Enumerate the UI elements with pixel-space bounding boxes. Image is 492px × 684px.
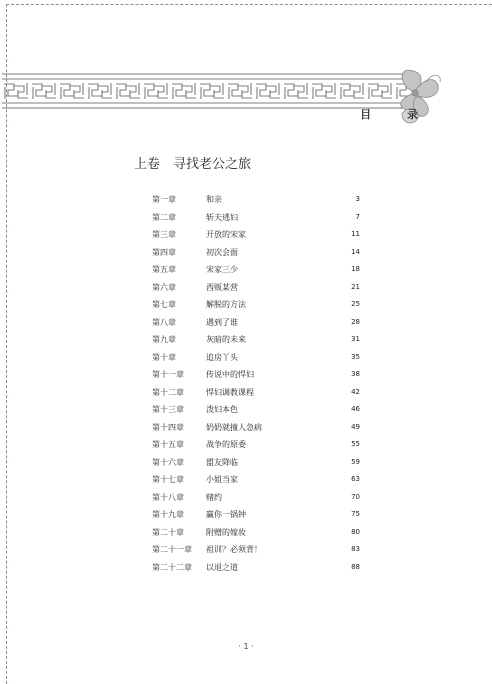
chapter-title: 解脱的方法 [206,300,246,309]
toc-row[interactable] [152,419,360,437]
toc-row[interactable] [152,191,360,209]
page-number: · 1 · [238,642,254,651]
chapter-title: 战争的原委 [206,440,246,449]
chapter-title: 悍妇调教课程 [206,387,254,397]
chapter-page: 11 [351,230,360,238]
chapter-number: 第三章 [152,230,176,239]
toc-row[interactable] [152,489,360,507]
chapter-page: 70 [351,492,360,501]
toc-row[interactable] [152,559,360,577]
toc-row[interactable] [152,244,360,262]
toc-row[interactable] [152,314,360,332]
toc-row[interactable] [152,436,360,454]
toc-row[interactable] [152,401,360,419]
chapter-title: 祖训？必须背！ [206,545,262,554]
toc-row[interactable] [152,454,360,472]
chapter-number: 第二十二章 [152,562,192,572]
chapter-title: 赢你一锅钟 [206,510,246,519]
toc-row[interactable] [152,261,360,279]
chapter-page: 21 [351,282,360,291]
chapter-title: 灰暗的未来 [206,335,246,344]
chapter-page: 59 [351,457,360,466]
toc-row[interactable] [152,296,360,314]
chapter-title: 斩夫逃妇 [206,212,238,222]
chapter-title: 奶奶就撞人急病 [206,422,262,432]
toc-row[interactable] [152,349,360,367]
toc-row[interactable] [152,541,360,559]
chapter-number: 第四章 [152,247,176,257]
chapter-number: 第十一章 [152,370,184,379]
chapter-page: 3 [355,195,360,203]
chapter-page: 46 [351,405,360,413]
chapter-page: 35 [351,352,360,361]
chapter-page: 42 [351,387,360,396]
chapter-number: 第十八章 [152,492,184,502]
chapter-number: 第五章 [152,265,176,274]
chapter-page: 7 [355,212,360,221]
toc-row[interactable] [152,279,360,297]
chapter-title: 遇到了谁 [206,317,238,327]
part-title: 上卷 寻找老公之旅 [134,157,252,172]
chapter-number: 第十四章 [152,422,184,432]
chapter-title: 传说中的悍妇 [206,370,254,379]
toc-row[interactable] [152,226,360,244]
chapter-number: 第二十章 [152,527,184,537]
toc-row[interactable] [152,471,360,489]
chapter-title: 附赠的嫁妆 [206,527,246,537]
chapter-page: 88 [351,562,360,571]
chapter-page: 28 [351,317,360,326]
chapter-page: 49 [351,422,360,431]
chapter-number: 第十章 [152,352,176,362]
chapter-title: 盟友降临 [206,457,238,467]
chapter-title: 以退之道 [206,562,238,572]
chapter-title: 泼妇本色 [206,405,238,414]
toc-heading: 目 录 [360,108,434,121]
toc-row[interactable] [152,506,360,524]
chapter-title: 初次会面 [206,247,238,257]
chapter-page: 75 [351,510,360,518]
chapter-number: 第六章 [152,282,176,292]
chapter-title: 开放的宋家 [206,230,246,239]
chapter-title: 宋家三少 [206,265,238,274]
chapter-number: 第七章 [152,300,176,309]
toc-row[interactable] [152,209,360,227]
chapter-number: 第九章 [152,335,176,344]
chapter-number: 第一章 [152,195,176,204]
toc-row[interactable] [152,384,360,402]
toc-row[interactable] [152,331,360,349]
toc-row[interactable] [152,366,360,384]
chapter-page: 80 [351,527,360,536]
chapter-page: 14 [351,247,360,256]
chapter-title: 追房丫头 [206,352,238,362]
chapter-number: 第八章 [152,317,176,327]
chapter-number: 第十五章 [152,440,184,449]
chapter-number: 第二章 [152,212,176,222]
chapter-number: 第十三章 [152,405,184,414]
chapter-page: 25 [351,300,360,308]
chapter-title: 西贩某营 [206,282,238,292]
toc-row[interactable] [152,524,360,542]
chapter-page: 83 [351,545,360,553]
chapter-number: 第十二章 [152,387,184,397]
chapter-number: 第二十一章 [152,545,192,554]
chapter-number: 第十九章 [152,510,184,519]
chapter-page: 18 [351,265,360,273]
chapter-page: 63 [351,475,360,483]
chapter-number: 第十七章 [152,475,184,484]
chapter-number: 第十六章 [152,457,184,467]
chapter-title: 和亲 [206,195,222,204]
chapter-page: 31 [351,335,360,343]
chapter-page: 55 [351,440,360,448]
lattice-border-icon [0,62,492,142]
page-border-top [6,4,492,5]
chapter-page: 38 [351,370,360,378]
chapter-title: 赌约 [206,492,222,502]
toc-list [152,191,360,576]
chapter-title: 小姐当家 [206,475,238,484]
